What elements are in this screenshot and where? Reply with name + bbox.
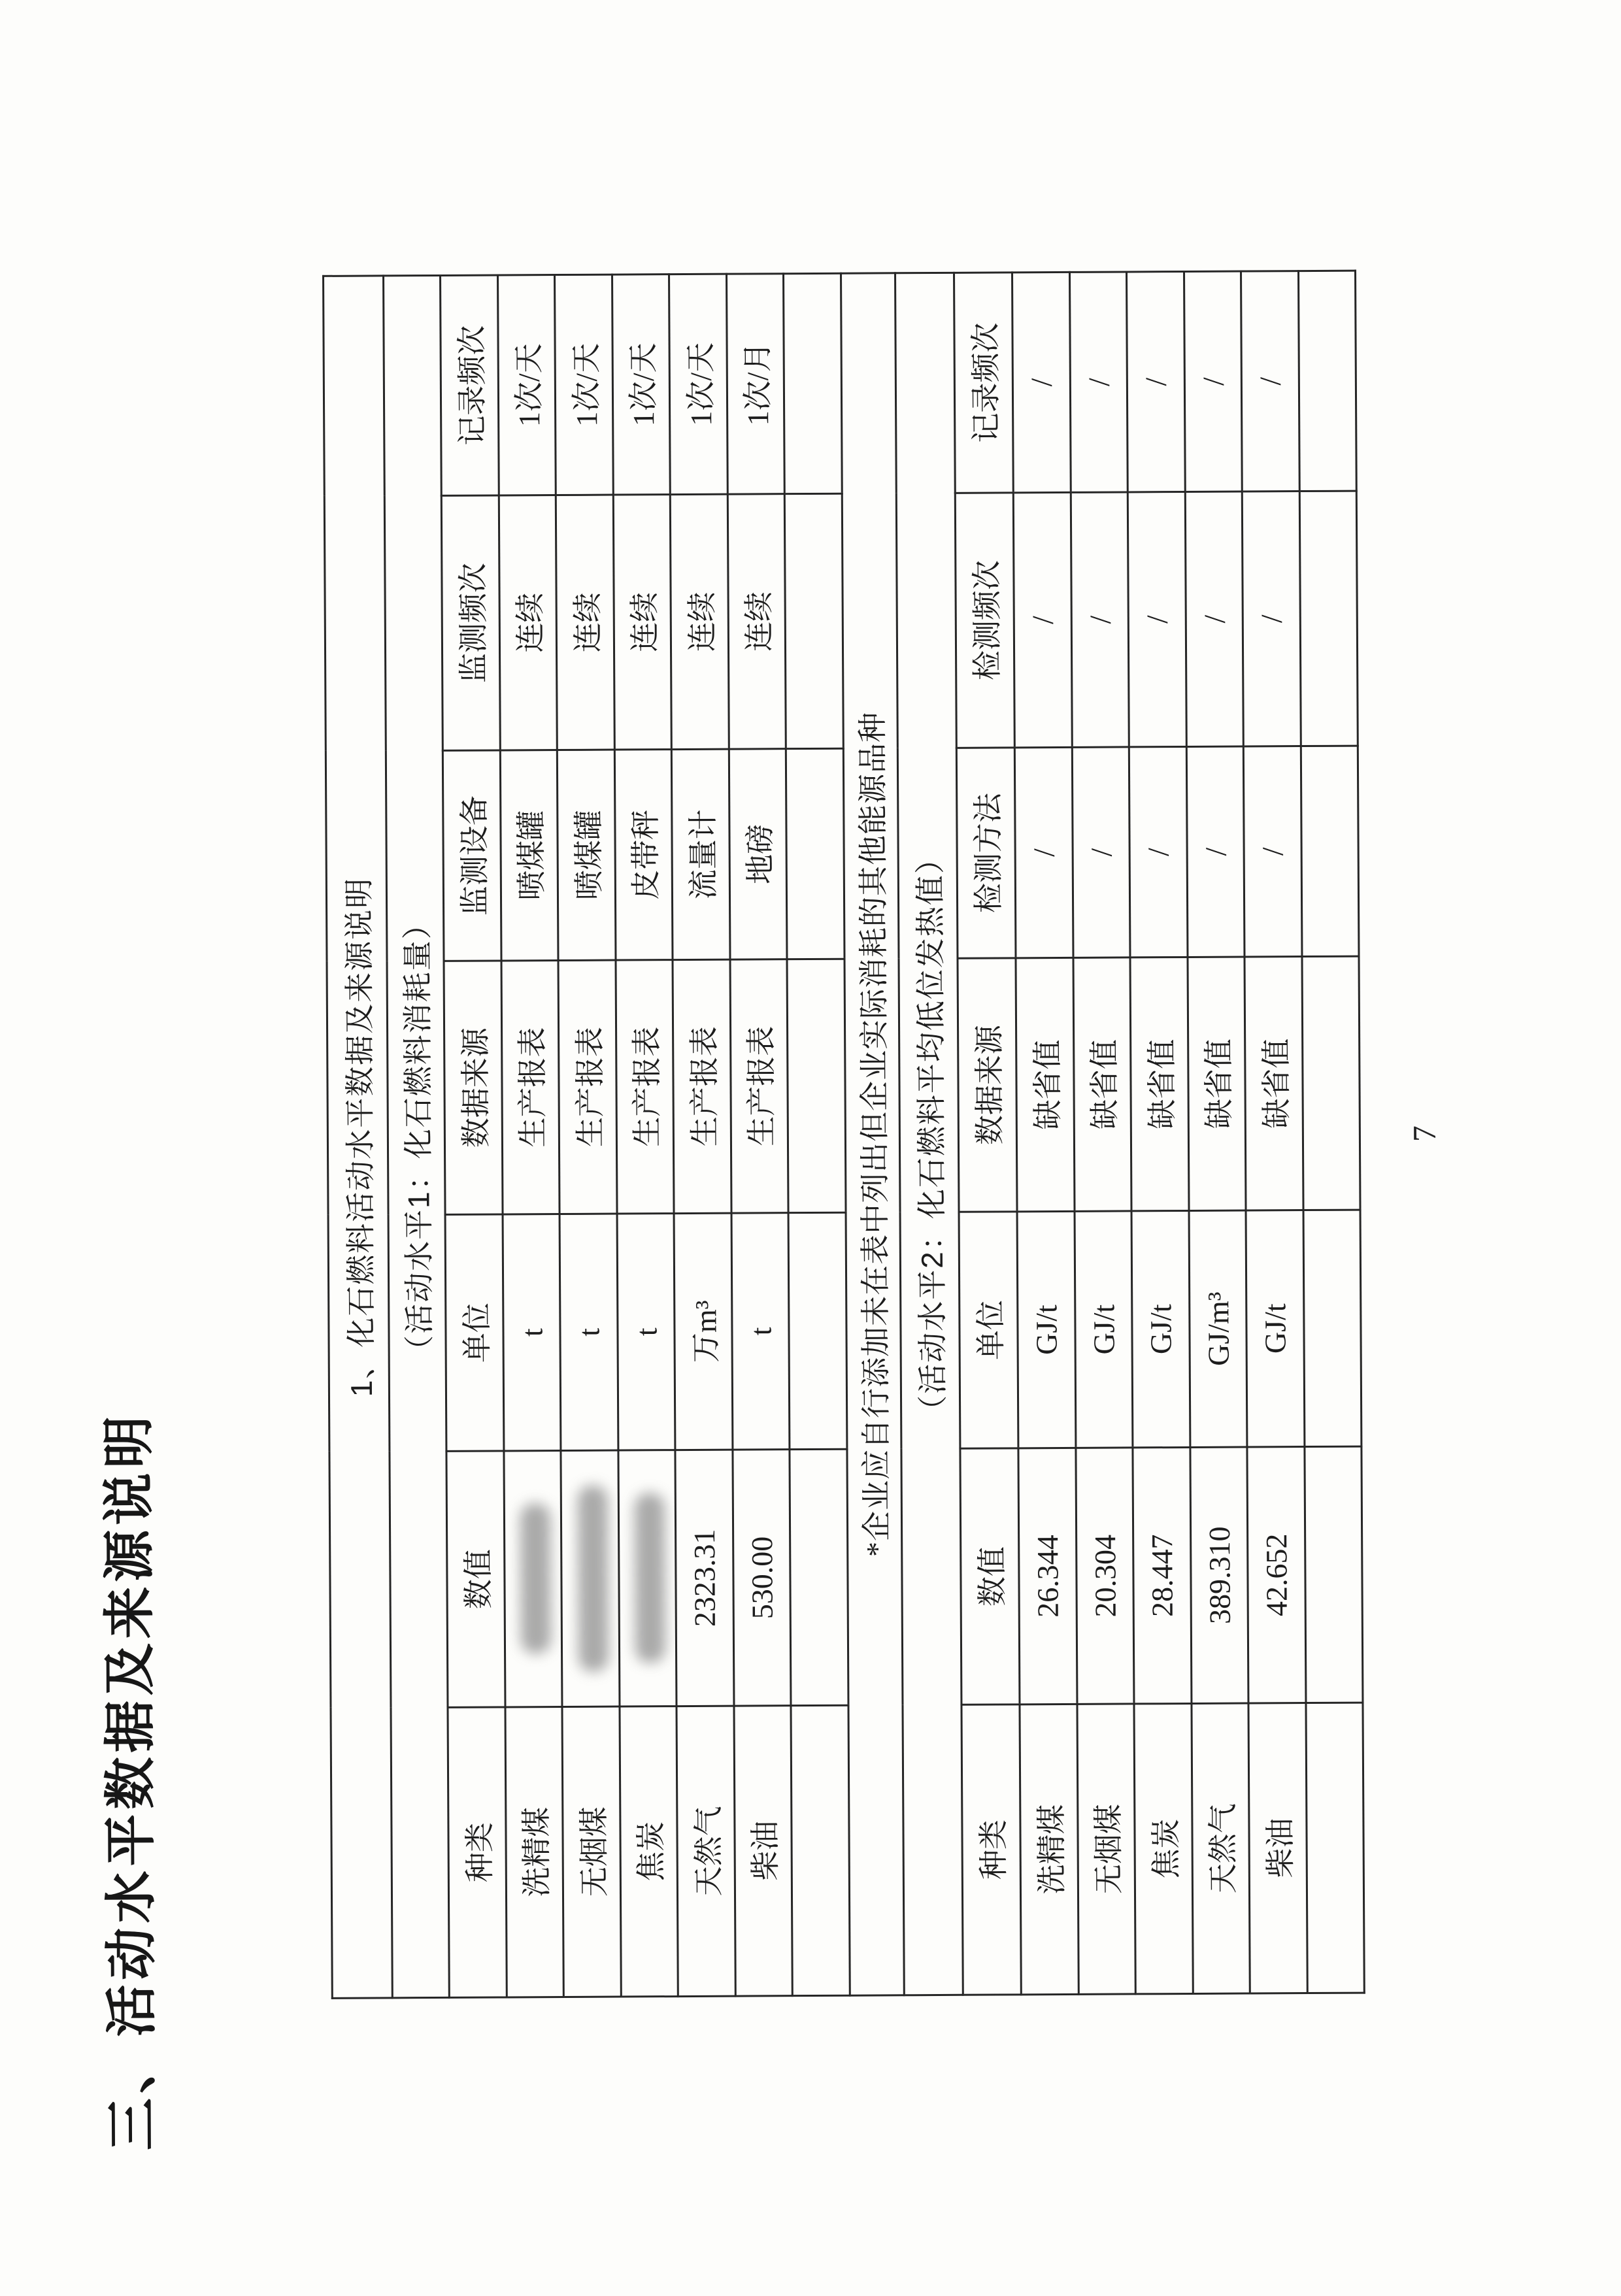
cell-record: / xyxy=(1241,271,1300,492)
cell-freq: 连续 xyxy=(670,494,729,749)
cell-freq: / xyxy=(1013,492,1072,747)
page-number: 7 xyxy=(1405,1125,1443,1142)
cell-unit: t xyxy=(731,1213,790,1450)
column-header: 检测频次 xyxy=(955,493,1014,748)
section-title: 三、活动水平数据及来源说明 xyxy=(99,1411,162,2151)
cell-record xyxy=(1298,271,1356,491)
cell-method: / xyxy=(1186,746,1245,957)
cell-source xyxy=(787,959,846,1212)
column-header: 数值 xyxy=(446,1451,505,1707)
table1-note-row xyxy=(841,273,905,1995)
cell-value xyxy=(1305,1446,1363,1703)
cell-unit: t xyxy=(617,1214,675,1450)
cell-value: 28.447 xyxy=(1133,1447,1192,1703)
cell-type: 天然气 xyxy=(1192,1703,1250,1993)
table2-data-row xyxy=(1127,271,1194,1993)
cell-value xyxy=(618,1450,677,1706)
table1-title: 1、化石燃料活动水平数据及来源说明 xyxy=(324,276,393,1998)
redacted-value-blur xyxy=(635,1493,665,1663)
table1-title-row xyxy=(324,276,393,1998)
table2-subtitle-row xyxy=(895,273,963,1995)
column-header: 种类 xyxy=(961,1705,1021,1995)
cell-device: 喷煤罐 xyxy=(500,750,558,961)
cell-source: 缺省值 xyxy=(1130,957,1189,1210)
table1-data-row xyxy=(555,275,622,1997)
cell-value xyxy=(561,1450,620,1706)
cell-unit: GJ/t xyxy=(1017,1211,1076,1448)
cell-source: 生产报表 xyxy=(616,960,674,1214)
cell-source: 生产报表 xyxy=(501,961,560,1214)
cell-value: 20.304 xyxy=(1076,1448,1134,1704)
cell-record: / xyxy=(1184,271,1243,491)
cell-freq: 连续 xyxy=(556,495,614,750)
cell-device: 皮带秤 xyxy=(614,750,673,960)
cell-freq: 连续 xyxy=(613,495,671,750)
cell-freq: / xyxy=(1071,492,1129,747)
cell-record: 1次/天 xyxy=(555,275,614,495)
cell-method: / xyxy=(1243,746,1302,957)
cell-method: / xyxy=(1129,746,1188,957)
cell-device: 地磅 xyxy=(729,749,787,959)
cell-type xyxy=(791,1705,850,1995)
table2-data-row xyxy=(1298,271,1364,1993)
table1-data-row xyxy=(784,273,850,1995)
cell-value: 2323.31 xyxy=(675,1450,734,1706)
cell-source: 缺省值 xyxy=(1016,957,1075,1211)
cell-method xyxy=(1301,746,1359,956)
cell-device xyxy=(786,748,844,959)
cell-freq: / xyxy=(1242,491,1301,746)
column-header: 记录频次 xyxy=(441,275,499,496)
cell-type: 洗精煤 xyxy=(505,1707,563,1997)
cell-value: 42.652 xyxy=(1247,1447,1306,1703)
cell-source: 缺省值 xyxy=(1245,957,1303,1210)
table1-data-row xyxy=(669,274,736,1996)
column-header: 数据来源 xyxy=(958,958,1017,1212)
table1-note: *企业应自行添加未在表中列出但企业实际消耗的其他能源品种 xyxy=(841,273,905,1995)
column-header: 单位 xyxy=(445,1214,504,1451)
cell-source: 生产报表 xyxy=(730,959,788,1213)
cell-unit xyxy=(1303,1210,1362,1446)
cell-type: 无烟煤 xyxy=(1077,1704,1135,1994)
cell-value xyxy=(790,1449,848,1705)
cell-unit: t xyxy=(503,1214,561,1451)
cell-type: 柴油 xyxy=(734,1706,792,1996)
table1-data-row xyxy=(612,275,678,1997)
cell-value xyxy=(504,1451,562,1707)
cell-freq: / xyxy=(1185,491,1243,746)
cell-unit: GJ/m³ xyxy=(1189,1210,1247,1447)
table2-data-row xyxy=(1241,271,1308,1993)
table1-data-row xyxy=(727,274,793,1996)
cell-record: 1次/天 xyxy=(669,274,728,495)
cell-unit: GJ/t xyxy=(1246,1210,1305,1447)
cell-record: / xyxy=(1070,272,1128,492)
column-header: 记录频次 xyxy=(954,273,1014,493)
cell-record: 1次/天 xyxy=(498,275,556,495)
cell-unit xyxy=(788,1212,847,1449)
cell-unit: GJ/t xyxy=(1075,1211,1133,1448)
cell-freq: 连续 xyxy=(499,495,557,750)
cell-source: 缺省值 xyxy=(1073,957,1131,1211)
table1-data-row xyxy=(498,275,564,1997)
cell-method: / xyxy=(1014,747,1073,957)
cell-source: 生产报表 xyxy=(673,959,731,1213)
redacted-value-blur xyxy=(520,1504,551,1654)
column-header: 数值 xyxy=(960,1448,1020,1705)
cell-record: / xyxy=(1012,272,1071,493)
cell-type xyxy=(1306,1703,1364,1993)
cell-value: 26.344 xyxy=(1018,1448,1077,1704)
cell-freq: / xyxy=(1128,491,1186,746)
table1-subtitle-row xyxy=(384,275,450,1997)
cell-freq xyxy=(1299,491,1358,746)
column-header: 监测设备 xyxy=(443,750,501,961)
cell-type: 无烟煤 xyxy=(562,1706,621,1997)
cell-unit: t xyxy=(560,1214,618,1450)
table2-data-row xyxy=(1070,272,1136,1994)
redacted-value-blur xyxy=(577,1486,608,1672)
column-header: 检测方法 xyxy=(956,748,1016,958)
cell-value: 389.310 xyxy=(1190,1447,1248,1703)
table2-subtitle: （活动水平2：化石燃料平均低位发热值） xyxy=(895,273,963,1995)
cell-type: 洗精煤 xyxy=(1020,1704,1078,1994)
cell-source: 缺省值 xyxy=(1188,957,1246,1210)
column-header: 种类 xyxy=(448,1707,507,1997)
table2-data-row xyxy=(1184,271,1250,1993)
column-header: 单位 xyxy=(959,1212,1018,1448)
cell-type: 柴油 xyxy=(1248,1703,1307,1993)
cell-source xyxy=(1302,956,1360,1210)
table2-data-row xyxy=(1012,272,1079,1994)
activity-data-table xyxy=(322,270,1365,1999)
cell-record xyxy=(784,273,843,494)
column-header: 监测频次 xyxy=(441,495,500,750)
cell-record: / xyxy=(1127,271,1186,492)
cell-device: 流量计 xyxy=(671,749,730,959)
cell-method: / xyxy=(1072,747,1130,957)
cell-unit: GJ/t xyxy=(1131,1210,1190,1447)
table1-header-row xyxy=(441,275,507,1997)
cell-unit: 万m³ xyxy=(674,1213,733,1450)
cell-record: 1次/天 xyxy=(612,275,671,495)
column-header: 数据来源 xyxy=(444,961,503,1214)
cell-value: 530.00 xyxy=(733,1450,791,1706)
cell-type: 焦炭 xyxy=(620,1706,678,1997)
table1-subtitle: （活动水平1：化石燃料消耗量） xyxy=(384,275,450,1997)
cell-type: 天然气 xyxy=(677,1706,735,1996)
cell-source: 生产报表 xyxy=(558,960,617,1214)
table2-header-row xyxy=(954,273,1022,1995)
cell-freq: 连续 xyxy=(727,494,786,749)
cell-type: 焦炭 xyxy=(1134,1703,1193,1993)
cell-device: 喷煤罐 xyxy=(557,750,616,960)
cell-freq xyxy=(784,493,843,748)
cell-record: 1次/月 xyxy=(727,274,785,494)
